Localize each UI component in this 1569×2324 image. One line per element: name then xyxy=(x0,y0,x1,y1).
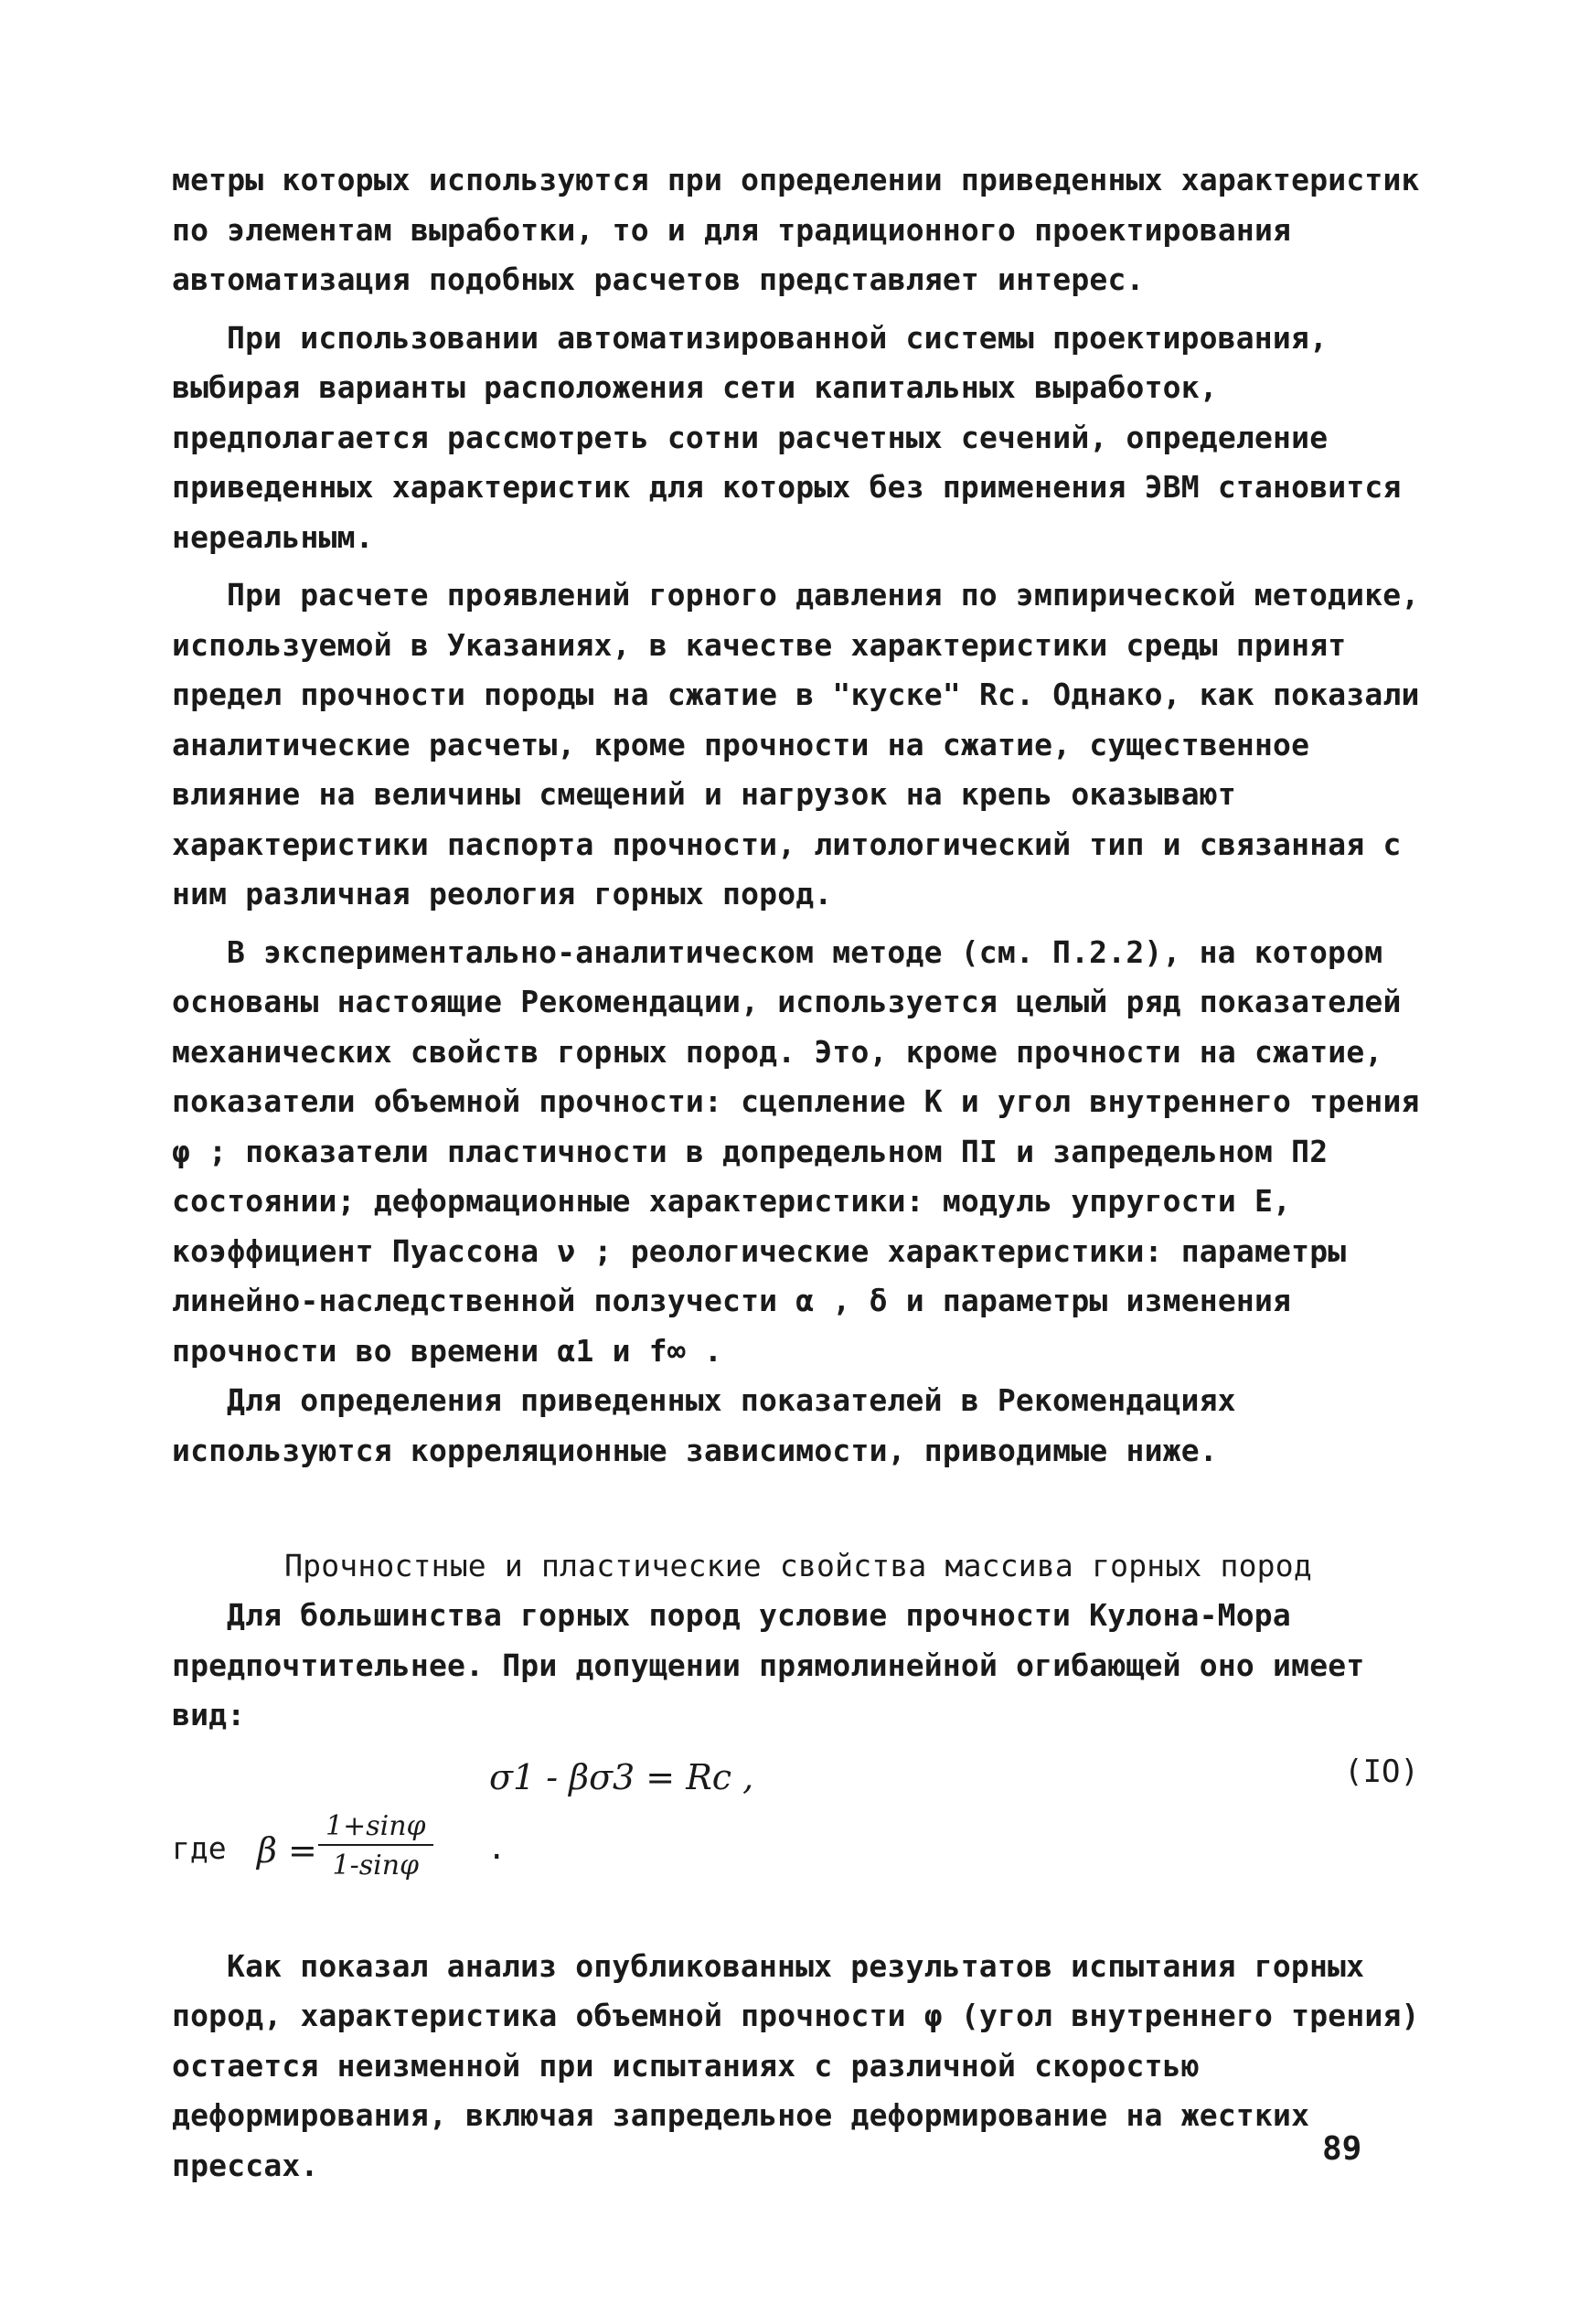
paragraph-4: В экспериментально-аналитическом методе (см. П.2.2), на котором основаны настоящие Рекомендации, используется целый ряд показателей механических свойств горных пород. Это, кроме прочности на сжатие, показатели объемной прочности: сцепление К и угол внутреннего трения φ ; показатели пластичности в допредельном ΠI и запредельном Π2 состоянии; деформационные характеристики: модуль упругости Е, коэффициент Пуассона ν ; реологические характеристики: параметры линейно-наследственной ползучести α , δ и параметры изменения прочности во времени α1 и f∞ . xyxy=(172,933,1420,1369)
section-heading: Прочностные и пластические свойства массива горных пород xyxy=(284,1548,1312,1583)
formula-equation: σ1 - βσ3 = Rc , xyxy=(489,1756,754,1797)
paragraph-6: Для большинства горных пород условие прочности Кулона-Мора предпочтительнее. При допущении прямолинейной огибающей оно имеет вид: xyxy=(172,1597,1365,1732)
paragraph-3: При расчете проявлений горного давления по эмпирической методике, используемой в Указаниях, в качестве характеристики среды принят предел прочности породы на сжатие в "куске" Rc. Однако, как показали аналитические расчеты, кроме прочности на сжатие, существенное влияние на величины смещений и нагрузок на крепь оказывают характеристики паспорта прочности, литологический тип и связанная с ним различная реология горных пород. xyxy=(172,577,1420,911)
where-label: где xyxy=(172,1829,227,1866)
formula-row xyxy=(172,1754,1425,1810)
equation-number: (IO) xyxy=(1344,1753,1419,1790)
paragraph-5: Для определения приведенных показателей в Рекомендациях используются корреляционные зависимости, приводимые ниже. xyxy=(172,1382,1236,1468)
beta-equals: β = xyxy=(257,1829,317,1871)
formula-where-row xyxy=(172,1810,1425,1911)
fraction-period: . xyxy=(487,1829,507,1867)
page-number: 89 xyxy=(1322,2130,1362,2168)
page-body xyxy=(172,155,1425,2191)
beta-fraction xyxy=(318,1810,433,1882)
paragraph-2: При использовании автоматизированной системы проектирования, выбирая варианты расположения сети капитальных выработок, предполагается рассмотреть сотни расчетных сечений, определение приведенных характеристик для которых без применения ЭВМ становится нереальным. xyxy=(172,319,1402,555)
paragraph-1: метры которых используются при определении приведенных характеристик по элементам выработки, то и для традиционного проектирования автоматизация подобных расчетов представляет интерес. xyxy=(172,162,1420,297)
paragraph-7: Как показал анализ опубликованных результатов испытания горных пород, характеристика объемной прочности φ (угол внутреннего трения) остается неизменной при испытаниях с различной скоростью деформирования, включая запредельное деформирование на жестких прессах. xyxy=(172,1947,1420,2183)
fraction-numerator: 1+sinφ xyxy=(318,1810,433,1846)
fraction-denominator: 1-sinφ xyxy=(332,1849,420,1882)
